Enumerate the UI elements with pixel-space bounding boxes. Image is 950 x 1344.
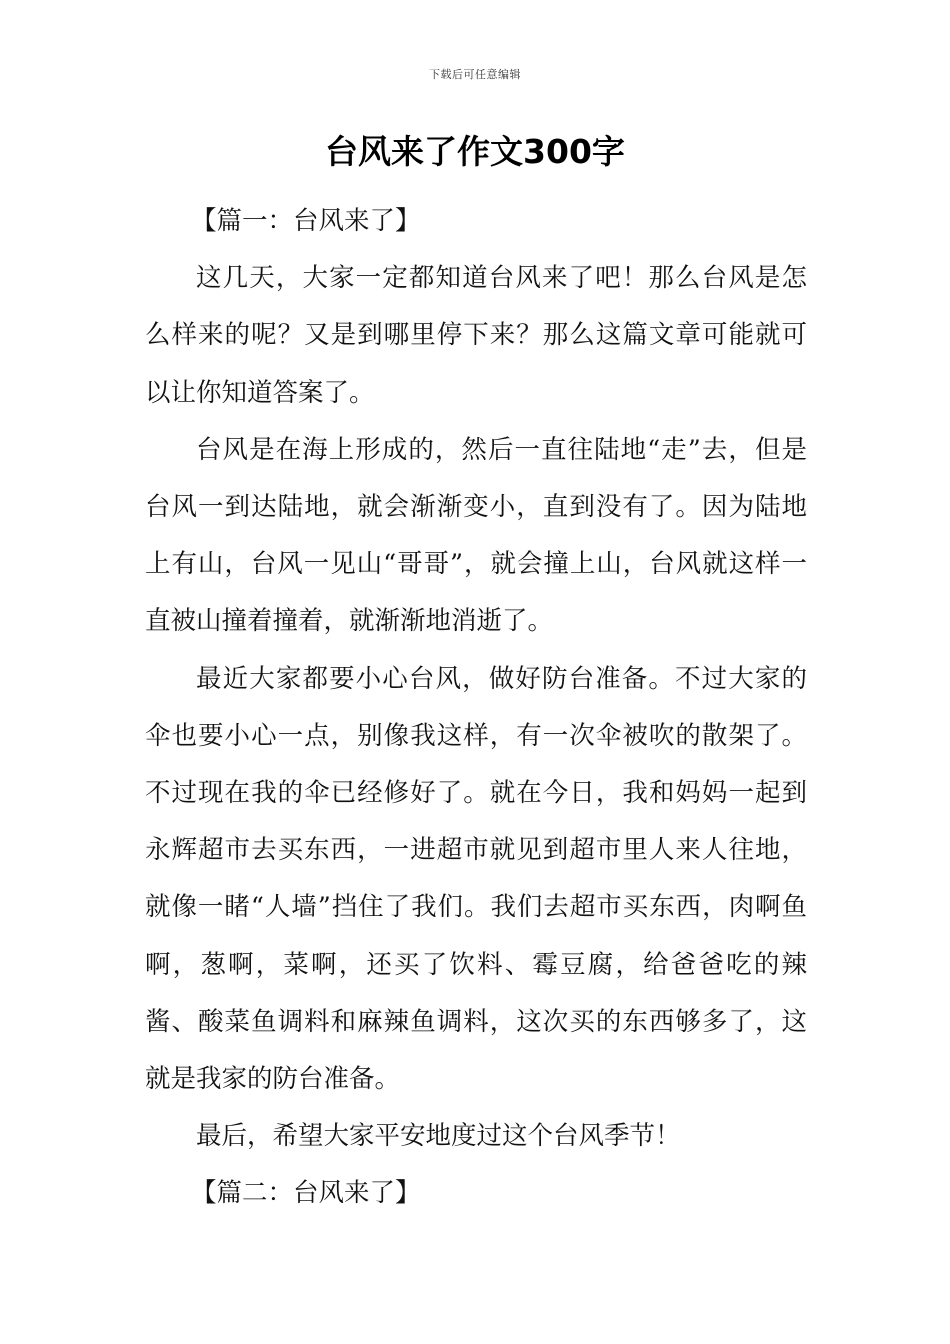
paragraph: 这几天，大家一定都知道台风来了吧！那么台风是怎么样来的呢？又是到哪里停下来？那么这篇文章可能就可以让你知道答案了。: [145, 263, 807, 408]
document-body: [145, 193, 807, 1223]
header-note: 下载后可任意编辑: [429, 68, 521, 81]
paragraph: 台风是在海上形成的，然后一直往陆地“走”去，但是台风一到达陆地，就会渐渐变小，直到没有了。因为陆地上有山，台风一见山“哥哥”，就会撞上山，台风就这样一直被山撞着撞着，就渐渐地消逝了。: [145, 434, 807, 637]
paragraph: 最近大家都要小心台风，做好防台准备。不过大家的伞也要小心一点，别像我这样，有一次伞被吹的散架了。不过现在我的伞已经修好了。就在今日，我和妈妈一起到永辉超市去买东西，一进超市就见到超市里人来人往地，就像一睹“人墙”挡住了我们。我们去超市买东西，肉啊鱼啊，葱啊，菜啊，还买了饮料、霉豆腐，给爸爸吃的辣酱、酸菜鱼调料和麻辣鱼调料，这次买的东西够多了，这就是我家的防台准备。: [145, 663, 807, 1095]
section-heading-1: 【篇一：台风来了】: [191, 206, 421, 236]
paragraph: 最后，希望大家平安地度过这个台风季节！: [196, 1121, 681, 1152]
section-heading-2: 【篇二：台风来了】: [191, 1178, 421, 1209]
document-title: 台风来了作文300字: [325, 132, 625, 171]
